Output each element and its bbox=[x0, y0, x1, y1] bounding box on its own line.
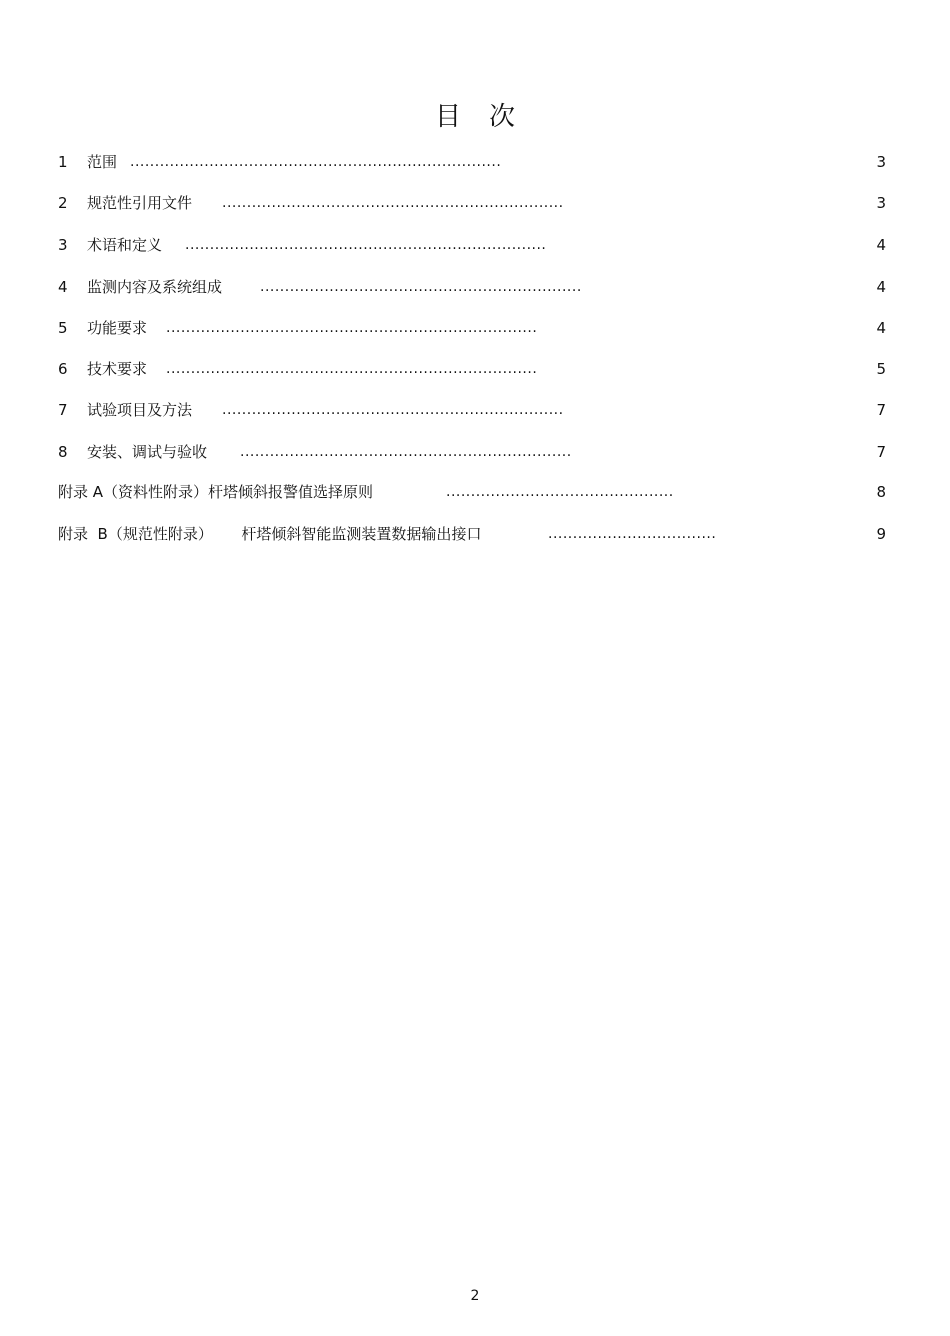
toc-entry-1[interactable] bbox=[58, 151, 886, 173]
toc-entry-appendix-a[interactable] bbox=[58, 481, 886, 503]
title-char-2: 次 bbox=[489, 102, 516, 132]
entry-number: 8 bbox=[58, 443, 68, 461]
dot-leader: .................................. bbox=[548, 526, 717, 542]
entry-number: 4 bbox=[58, 278, 68, 296]
title-char-1: 目 bbox=[434, 102, 461, 132]
entry-number: 7 bbox=[58, 401, 68, 419]
dot-leader: .............................................. bbox=[446, 484, 674, 500]
dot-leader: ........................................................................... bbox=[166, 361, 538, 377]
entry-title: 范围 bbox=[87, 153, 118, 171]
entry-page: 4 bbox=[876, 319, 886, 337]
entry-title: 附录 A（资料性附录）杆塔倾斜报警值选择原则 bbox=[58, 483, 374, 501]
toc-entry-4[interactable] bbox=[58, 276, 886, 298]
toc-entry-2[interactable] bbox=[58, 192, 886, 214]
dot-leader: ................................................................... bbox=[240, 444, 572, 460]
entry-title: 试验项目及方法 bbox=[87, 401, 193, 419]
dot-leader: ........................................................................... bbox=[166, 320, 538, 336]
dot-leader: ................................................................. bbox=[260, 279, 582, 295]
toc-entry-5[interactable] bbox=[58, 317, 886, 339]
entry-title: 术语和定义 bbox=[87, 236, 163, 254]
toc-entry-6[interactable] bbox=[58, 358, 886, 380]
dot-leader: ......................................................................... bbox=[185, 237, 547, 253]
entry-number: 6 bbox=[58, 360, 68, 378]
entry-page: 3 bbox=[876, 194, 886, 212]
entry-page: 7 bbox=[876, 401, 886, 419]
toc-entry-8[interactable] bbox=[58, 441, 886, 463]
entry-page: 8 bbox=[876, 483, 886, 501]
entry-page: 3 bbox=[876, 153, 886, 171]
entry-number: 5 bbox=[58, 319, 68, 337]
entry-title: 技术要求 bbox=[87, 360, 148, 378]
entry-number: 1 bbox=[58, 153, 68, 171]
toc-entry-3[interactable] bbox=[58, 234, 886, 256]
dot-leader: ..................................................................... bbox=[222, 195, 564, 211]
entry-number: 3 bbox=[58, 236, 68, 254]
entry-number: 2 bbox=[58, 194, 68, 212]
entry-page: 7 bbox=[876, 443, 886, 461]
entry-page: 9 bbox=[876, 525, 886, 543]
entry-title: 安装、调试与验收 bbox=[87, 443, 208, 461]
toc-title bbox=[0, 96, 950, 133]
entry-title: 附录 B（规范性附录） 杆塔倾斜智能监测装置数据输出接口 bbox=[58, 525, 482, 543]
entry-title: 监测内容及系统组成 bbox=[87, 278, 223, 296]
entry-page: 4 bbox=[876, 278, 886, 296]
page-number: 2 bbox=[470, 1288, 480, 1304]
toc-entry-7[interactable] bbox=[58, 399, 886, 421]
entry-title: 功能要求 bbox=[87, 319, 148, 337]
entry-title: 规范性引用文件 bbox=[87, 194, 193, 212]
entry-page: 4 bbox=[876, 236, 886, 254]
dot-leader: ........................................................................... bbox=[130, 154, 502, 170]
dot-leader: ..................................................................... bbox=[222, 402, 564, 418]
toc-entry-appendix-b[interactable] bbox=[58, 523, 886, 545]
entry-page: 5 bbox=[876, 360, 886, 378]
